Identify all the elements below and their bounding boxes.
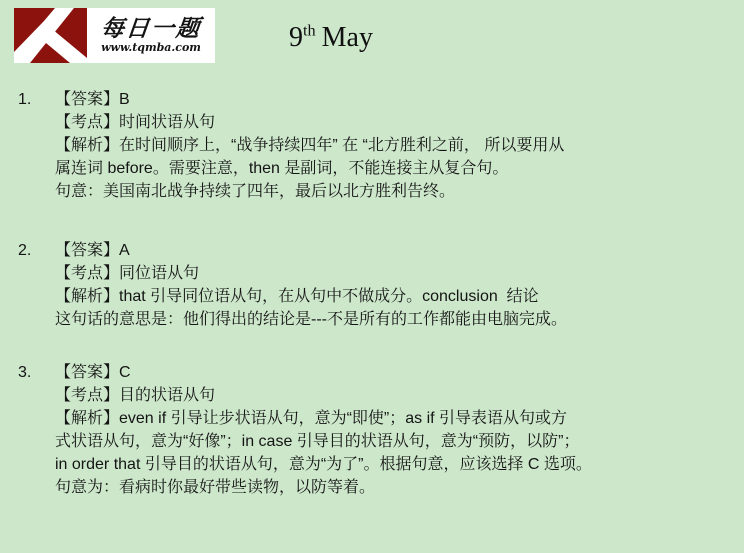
meaning-line: 句意为：看病时你最好带些读物，以防等着。: [55, 479, 376, 496]
meaning-line: 句意：美国南北战争持续了四年，最后以北方胜利告终。: [55, 183, 456, 200]
answer-item-2: [18, 239, 736, 331]
item-number: 1.: [18, 91, 32, 108]
logo-calligraphy: 每日一题: [99, 15, 203, 42]
analysis-line: 属连词 before。需要注意，then 是副词，不能连接主从复合句。: [55, 160, 509, 177]
answer-line: 【答案】A: [55, 242, 130, 259]
answer-item-3: [18, 361, 736, 499]
page-header: [0, 0, 744, 88]
answer-line: 【答案】C: [55, 364, 131, 381]
title-month: May: [321, 22, 373, 53]
item-number: 3.: [18, 364, 32, 381]
answer-item-1: [18, 88, 736, 203]
analysis-line: 式状语从句，意为“好像”；in case 引导目的状语从句，意为“预防，以防”；: [55, 433, 580, 450]
analysis-line: 【解析】在时间顺序上，“战争持续四年” 在 “北方胜利之前， 所以要用从: [55, 137, 565, 154]
focus-line: 【考点】目的状语从句: [55, 387, 216, 404]
title-ordinal: th: [303, 21, 316, 40]
item-body: [55, 88, 736, 203]
logo-text-block: [87, 8, 215, 63]
analysis-line: in order that 引导目的状语从句，意为“为了”。根据句意，应该选择 C 选项。: [55, 456, 592, 473]
analysis-line: 【解析】that 引导同位语从句，在从句中不做成分。conclusion 结论: [55, 288, 539, 305]
title-day: 9: [289, 22, 303, 53]
item-number: 2.: [18, 242, 32, 259]
meaning-line: 这句话的意思是：他们得出的结论是---不是所有的工作都能由电脑完成。: [55, 311, 567, 328]
focus-line: 【考点】同位语从句: [55, 265, 200, 282]
page-title: [289, 22, 373, 54]
answer-line: 【答案】B: [55, 91, 130, 108]
site-logo: [14, 8, 215, 63]
answers-list: [0, 88, 744, 499]
focus-line: 【考点】时间状语从句: [55, 114, 216, 131]
item-body: [55, 361, 736, 499]
taiqi-emblem-icon: [14, 8, 87, 63]
item-body: [55, 239, 736, 331]
analysis-line: 【解析】even if 引导让步状语从句，意为“即使”；as if 引导表语从句或方: [55, 410, 568, 427]
logo-website: www.tqmba.com: [101, 41, 201, 54]
